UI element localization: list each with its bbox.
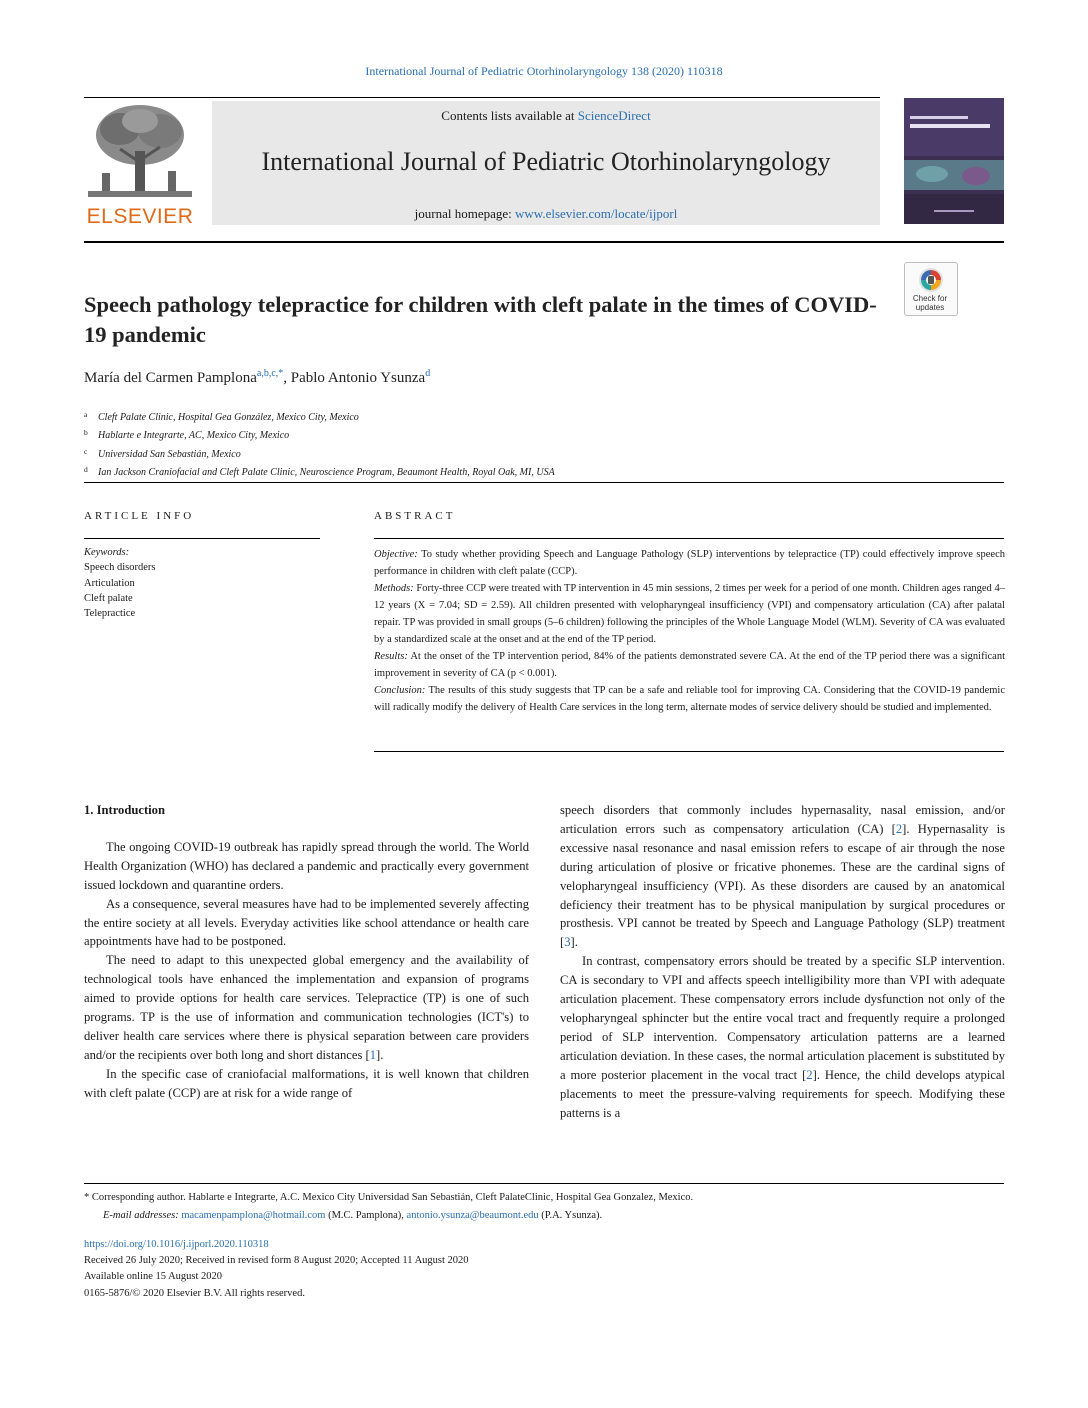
author-name[interactable]: Pablo Antonio Ysunza: [290, 370, 426, 386]
email-owner: (M.C. Pamplona),: [325, 1210, 407, 1221]
abstract-sentence: To study whether providing Speech and Language Pathology (SLP) interventions by telepractice (TP) could effectively improve speech performance in children with cleft palate (CCP).: [374, 549, 1005, 577]
sciencedirect-link[interactable]: ScienceDirect: [577, 108, 651, 123]
author-affiliation-sup[interactable]: d: [425, 368, 431, 379]
affiliation-text: Universidad San Sebastián, Mexico: [98, 448, 241, 460]
abstract-methods: [374, 580, 1005, 648]
journal-homepage-line: [212, 206, 880, 222]
abstract-rule-bottom: [374, 751, 1004, 752]
abstract-heading: ABSTRACT: [374, 510, 456, 522]
footnote-rule: [84, 1183, 1004, 1184]
abstract-conclusion: [374, 682, 1005, 716]
article-info-rule: [84, 538, 320, 539]
doi-link[interactable]: https://doi.org/10.1016/j.ijporl.2020.110318: [84, 1239, 269, 1250]
article-title: Speech pathology telepractice for children with cleft palate in the times of COVID-19 pandemic: [84, 292, 877, 347]
abstract-sentence: At the onset of the TP intervention period, 84% of the patients demonstrated severe CA. At the end of the TP period there was a significant improvement in severity of CA (p < 0.001).: [374, 651, 1005, 679]
header-rule-bottom: [84, 241, 1004, 243]
affiliation-item: [84, 407, 555, 425]
check-label-line2: updates: [915, 303, 945, 312]
footnote: [84, 1189, 1004, 1225]
keyword-item: Speech disorders: [84, 562, 156, 574]
body-paragraph: [84, 951, 529, 1064]
citation-link[interactable]: 2: [806, 1067, 813, 1082]
body-text: ].: [570, 935, 578, 950]
affiliation-text: Hablarte e Integrarte, AC, Mexico City, Mexico: [98, 430, 290, 442]
affiliation-item: [84, 444, 555, 462]
journal-title: International Journal of Pediatric Otorhinolaryngology: [261, 147, 831, 176]
abstract-label: Objective:: [374, 549, 418, 560]
section-rule: [84, 482, 1004, 483]
body-text: In contrast, compensatory errors should be treated by a specific SLP intervention. CA is secondary to VPI and affects speech intelligibility more than VPI with adequate articulation placement. These compensatory errors include dysfunction not only of the velopharyngeal sphincter but the entire vocal tract and frequently require a prolonged period of SLP intervention. Compensatory articulation patterns are a learned articulation deviation. In these cases, the normal articulation placement is substituted by a more posterior placement in the vocal tract [: [560, 954, 1005, 1082]
body-paragraph: In the specific case of craniofacial malformations, it is well known that children with cleft palate (CCP) are at risk for a wide range of: [84, 1066, 529, 1100]
keyword-item: Cleft palate: [84, 592, 133, 604]
publisher-wordmark: ELSEVIER: [86, 205, 194, 228]
body-paragraph: [560, 801, 1005, 952]
body-text: speech disorders that commonly includes hypernasality, nasal emission, and/or articulation errors such as compensatory articulation (CA) [: [560, 803, 1005, 836]
affiliation-letter: b: [84, 428, 88, 438]
citation-link[interactable]: 3: [564, 935, 571, 950]
keywords-label: Keywords:: [84, 547, 130, 558]
email-owner: (P.A. Ysunza).: [538, 1210, 603, 1221]
affiliation-text: Cleft Palate Clinic, Hospital Gea González, Mexico City, Mexico: [98, 412, 359, 423]
journal-citation[interactable]: International Journal of Pediatric Otorhinolaryngology 138 (2020) 110318: [365, 64, 723, 78]
keyword-item: Telepractice: [84, 608, 136, 620]
abstract-label: Conclusion:: [374, 685, 426, 696]
check-label-line1: Check for: [912, 294, 948, 303]
check-for-updates-label[interactable]: [904, 294, 956, 312]
abstract-sentence: The results of this study suggests that TP can be a safe and reliable tool for improving CA. Considering that the COVID-19 pandemic will radically modify the delivery of Health Care services in the long term, alternate modes of service delivery should be studied and implemented.: [374, 685, 1005, 713]
author-affiliation-sup[interactable]: a,b,c,*: [256, 368, 284, 379]
abstract-label: Results:: [374, 651, 408, 662]
citation-link[interactable]: 2: [895, 821, 903, 836]
header-rule-top: [84, 97, 880, 98]
keyword-item: Articulation: [84, 577, 135, 589]
available-online: Available online 15 August 2020: [84, 1271, 223, 1283]
affiliation-letter: a: [84, 410, 88, 419]
body-text: ].: [376, 1047, 384, 1062]
body-text: The need to adapt to this unexpected global emergency and the availability of technological tools have enhanced the implementation and expansion of programs aimed to provide options for health care services. Telepractice (TP) is one of such programs. TP is the use of information and communication technologies (ICT's) to deliver health care services where there is physical separation between care providers and/or the recipients over both long and short distances [: [84, 953, 529, 1062]
affiliation-letter: d: [84, 464, 88, 474]
section-heading: 1. Introduction: [84, 803, 165, 817]
abstract-results: [374, 648, 1005, 682]
journal-cover-thumbnail[interactable]: [904, 98, 1004, 224]
affiliation-list: [84, 407, 555, 480]
citation-link[interactable]: 1: [369, 1047, 377, 1062]
email-label: E-mail addresses:: [103, 1210, 182, 1221]
email-link[interactable]: macamenpamplona@hotmail.com: [181, 1210, 326, 1221]
received-dates: Received 26 July 2020; Received in revised form 8 August 2020; Accepted 11 August 2020: [84, 1255, 469, 1267]
abstract-rule: [374, 538, 1004, 539]
copyright-line: 0165-5876/© 2020 Elsevier B.V. All rights reserved.: [84, 1287, 305, 1299]
affiliation-item: [84, 462, 555, 480]
body-column-right: [560, 801, 1005, 1122]
corresponding-author-note: * Corresponding author. Hablarte e Integrarte, A.C. Mexico City Universidad San Sebastián, Cleft PalateClinic, Hospital Gea Gonzalez, Mexico.: [84, 1192, 694, 1203]
abstract-sentence: Forty-three CCP were treated with TP intervention in 45 min sessions, 2 times per week for a period of one month. Children ages ranged 4–12 years (X = 7.04; SD = 2.59). All children presented with velopharyngeal insufficiency (VPI) and compensatory articulation (CA) after palatal repair. TP was provided in small groups (5–6 children) following the principles of the Whole Language Model (WLM). Severity of CA was evaluated by a standardized scale at the onset and at the end of the TP period.: [374, 583, 1005, 645]
body-paragraph: [560, 952, 1005, 1122]
affiliation-item: [84, 425, 555, 443]
keywords-list: [84, 545, 155, 621]
abstract-label: Methods:: [374, 583, 414, 594]
abstract-text: [374, 546, 1005, 716]
contents-available-line: [212, 108, 880, 124]
author-name[interactable]: María del Carmen Pamplona: [84, 370, 257, 386]
author-separator: ,: [283, 370, 291, 386]
homepage-prefix: journal homepage:: [414, 206, 515, 221]
body-paragraph: The ongoing COVID-19 outbreak has rapidly spread through the world. The World Health Organization (WHO) has declared a pandemic and practically every government issued lockdown and quarantine orders.: [84, 839, 529, 892]
abstract-objective: [374, 546, 1005, 580]
affiliation-letter: c: [84, 446, 88, 456]
email-link[interactable]: antonio.ysunza@beaumont.edu: [406, 1210, 539, 1221]
homepage-link[interactable]: www.elsevier.com/locate/ijporl: [515, 206, 678, 221]
author-list: [84, 368, 430, 387]
body-text: ]. Hypernasality is excessive nasal resonance and nasal emission refers to escape of air through the nose during articulation of plosive or fricative phonemes. These are the cardinal signs of velopharyngeal insufficiency (VPI). As these disorders are caused by an anatomical deficiency their treatment has to be physical manipulation by surgical procedures or prosthesis. VPI cannot be treated by Speech and Language Pathology (SLP) treatment [: [560, 821, 1005, 950]
body-paragraph: As a consequence, several measures have had to be implemented severely affecting the entire society at all levels. Everyday activities like school attendance or health care appointments have had to be postponed.: [84, 896, 529, 949]
body-column-left: [84, 801, 529, 1103]
article-info-heading: ARTICLE INFO: [84, 510, 195, 522]
body-text: ]. Hence, the child develops atypical placements to meet the pressure-valving requirements for speech. Modifying these patterns is a: [560, 1067, 1005, 1120]
affiliation-text: Ian Jackson Craniofacial and Cleft Palate Clinic, Neuroscience Program, Beaumont Health, Royal Oak, MI, USA: [98, 466, 555, 478]
article-metadata: [84, 1237, 469, 1302]
email-addresses: [84, 1207, 1004, 1225]
contents-prefix: Contents lists available at: [441, 108, 578, 123]
